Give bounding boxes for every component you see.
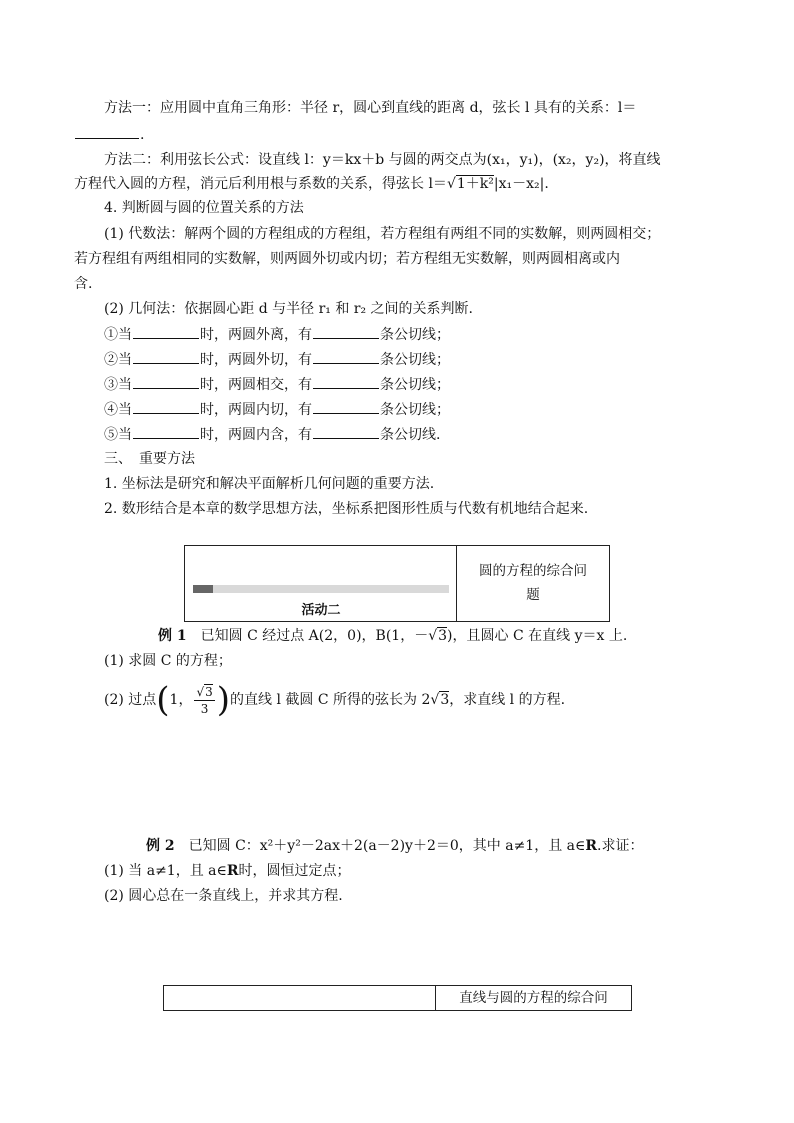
algebra-line3: 含. bbox=[74, 276, 93, 292]
answer-blank[interactable] bbox=[313, 324, 379, 339]
answer-blank[interactable] bbox=[313, 399, 379, 414]
section4-title: 4. 判断圆与圆的位置关系的方法 bbox=[104, 200, 304, 216]
progress-bar-fill bbox=[193, 585, 213, 593]
algebra-line2: 若方程组有两组相同的实数解，则两圆外切或内切；若方程组无实数解，则两圆相离或内 bbox=[74, 251, 620, 267]
example2-stem: 例 2 已知圆 C：x²＋y²－2ax＋2(a－2)y＋2＝0，其中 a≠1，且 a∈R.求证： bbox=[146, 838, 644, 854]
case-item: ①当 时，两圆外离，有 条公切线； bbox=[104, 324, 450, 345]
fraction: $\frac{√3}{3}$ bbox=[196, 684, 213, 716]
case-item: ⑤当 时，两圆内含，有 条公切线. bbox=[104, 424, 440, 445]
activity-caption: 活动二 bbox=[301, 603, 341, 618]
answer-blank[interactable] bbox=[133, 374, 199, 389]
answer-blank[interactable] bbox=[133, 349, 199, 364]
example1-stem: 例 1 已知圆 C 经过点 A(2，0)，B(1，－√3)，且圆心 C 在直线 y＝x 上. bbox=[158, 628, 628, 644]
example1-q2: (2) 过点(1， $\frac{√3}{3}$ )的直线 l 截圆 C 所得的弦长为 2√3，求直线 l 的方程. bbox=[104, 680, 566, 720]
case-item: ④当 时，两圆内切，有 条公切线； bbox=[104, 399, 450, 420]
bottom-box bbox=[163, 985, 632, 1011]
section3-item2: 2. 数形结合是本章的数学思想方法，坐标系把图形性质与代数有机地结合起来. bbox=[104, 501, 589, 517]
example1-q1: (1) 求圆 C 的方程； bbox=[104, 653, 232, 669]
case-item: ③当 时，两圆相交，有 条公切线； bbox=[104, 374, 450, 395]
activity-title: 圆的方程的综合问 题 bbox=[479, 563, 587, 603]
method1-line2: . bbox=[74, 124, 144, 145]
algebra-line1: (1) 代数法：解两个圆的方程组成的方程组，若方程组有两组不同的实数解，则两圆相交； bbox=[104, 226, 661, 242]
case-item: ②当 时，两圆外切，有 条公切线； bbox=[104, 349, 450, 370]
answer-blank[interactable] bbox=[313, 349, 379, 364]
answer-blank[interactable] bbox=[133, 399, 199, 414]
bottom-box-title: 直线与圆的方程的综合问 bbox=[459, 990, 608, 1006]
example2-q1: (1) 当 a≠1，且 a∈R时，圆恒过定点； bbox=[104, 863, 351, 879]
answer-blank[interactable] bbox=[133, 324, 199, 339]
sqrt-symbol: √ bbox=[430, 692, 440, 708]
answer-blank[interactable] bbox=[75, 124, 139, 139]
geometry-line: (2) 几何法：依据圆心距 d 与半径 r₁ 和 r₂ 之间的关系判断. bbox=[104, 301, 474, 317]
bottom-box-left bbox=[164, 986, 436, 1010]
section3-item1: 1. 坐标法是研究和解决平面解析几何问题的重要方法. bbox=[104, 476, 435, 492]
right-paren: ) bbox=[216, 680, 231, 720]
section3-title: 三、 重要方法 bbox=[104, 451, 195, 467]
sqrt-symbol: √ bbox=[428, 628, 438, 644]
answer-blank[interactable] bbox=[313, 424, 379, 439]
progress-bar bbox=[193, 585, 449, 593]
sqrt-symbol: √ bbox=[446, 176, 456, 192]
method2-line2: 方程代入圆的方程，消元后利用根与系数的关系，得弦长 l＝√1＋k²|x₁－x₂|. bbox=[74, 176, 549, 192]
answer-blank[interactable] bbox=[133, 424, 199, 439]
activity-box bbox=[184, 545, 610, 622]
left-paren: ( bbox=[156, 680, 170, 720]
method1-line1: 方法一：应用圆中直角三角形：半径 r，圆心到直线的距离 d，弦长 l 具有的关系：l＝ bbox=[104, 100, 637, 116]
method2-line1: 方法二：利用弦长公式：设直线 l：y＝kx＋b 与圆的两交点为(x₁，y₁)，(x₂，y₂)，将直线 bbox=[104, 152, 661, 168]
example2-q2: (2) 圆心总在一条直线上，并求其方程. bbox=[104, 888, 343, 904]
answer-blank[interactable] bbox=[313, 374, 379, 389]
